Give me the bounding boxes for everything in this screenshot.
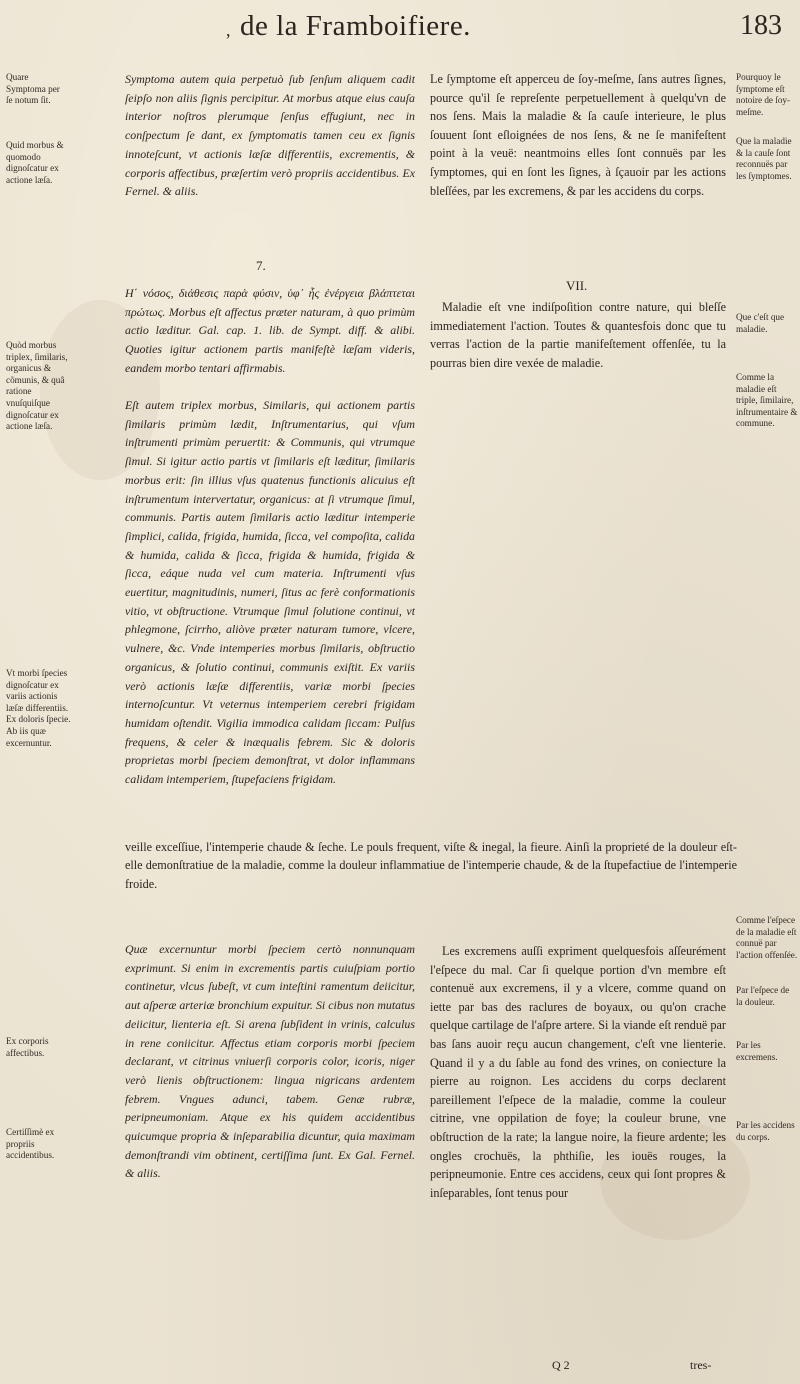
- margin-note-right: Par les excremens.: [736, 1040, 778, 1062]
- bridging-paragraph: veille exceſſiue, l'intemperie chaude & ſeche. Le pouls frequent, viſte & inegal, la fieure. Ainſi la proprieté de la douleur eſt-elle demonſtratiue de la maladie, comme la douleur inflammatiue de l'intemperie chaude, & de la ſtupefactiue de l'intemperie froide.: [125, 840, 737, 891]
- margin-note-right: Comme l'eſpece de la maladie eſt connuë par l'action offenſée.: [736, 915, 798, 960]
- margin-note-left: Ex corporis affectibus.: [6, 1036, 49, 1058]
- margin-note-right: Comme la maladie eſt triple, ſimilaire, inſtrumentaire & commune.: [736, 372, 798, 429]
- margin-note-right: Par l'eſpece de la douleur.: [736, 985, 790, 1007]
- french-paragraph-1: Le ſymptome eſt apperceu de ſoy-meſme, ſans autres ſignes, pource qu'il ſe repreſente perpetuellement à quelqu'vn de nos ſens. Mais la maladie & ſa cauſe interieure, le plus ſouuent ſont eſloignées de nos ſens, & ne ſe manifeſtent point à la veuë: neantmoins elles ſont connuës par les ſymptomes, qui en ſont les ſignes, à ſçauoir par les actions bleſſées, par les excremens, & par les accidens du corps.: [430, 72, 726, 198]
- margin-note-left: Quid morbus & quomodo dignoſcatur ex actione læſa.: [6, 140, 64, 185]
- margin-note-left: Certiſſimè ex propriis accidentibus.: [6, 1127, 55, 1161]
- margin-note-left: Vt morbi ſpecies dignoſcatur ex variis actionis læſæ differentiis. Ex doloris ſpecie. Ab iis quæ excernuntur.: [6, 668, 71, 748]
- latin-paragraph-3: Eſt autem triplex morbus, Similaris, qui actionem partis ſimilaris primùm lædit, Inſtrumentarius, qui vſum inſtrumenti primùm peruertit: & Communis, qui vtrumque ſimul. Si igitur actio partis vt ſimilaris eſt læditur, ſimilaris morbus erit: ſin illius vſus quatenus functionis alicuius eſt inſtrumentum intervertatur, organicus: at ſi vtrumque ſimul, communis. Partis autem ſimilaris actio læditur intemperie ſimplici, calida, frigida, humida, ſicca, vel compoſita, calida & humida, calida & ſicca, frigida & humida, frigida & ſicca, eáque nuda vel cum materia. Inſtrumenti vſus euertitur, magnitudinis, numeri, ſitus ac ferè conformationis vitio, vt obſtructione. Vtrumque ſimul ſolutione continui, vt phlegmone, ſcirrho, aliòve præter naturam tumore, vlcere, vulnere, &c. Vnde intemperies morbus ſimilaris, obſtructio organicus, & ſolutio continui, communis exiſtit. Ex variis verò actionis læſæ differentiis, variæ morbi ſpecies internoſcuntur. Vt veternus intemperiem cerebri frigidam humidam oſtendit. Vigilia immodica calidam ſiccam: Pulſus frequens, & celer & inæqualis febrem. Sic & doloris proprietas morbi ſpeciem demonſtrat, vt dolor inflammans calidam intemperiem, ſtupefaciens frigidam.: [125, 398, 415, 787]
- section-number-latin: 7.: [256, 258, 266, 273]
- bridging-text: [125, 838, 737, 930]
- french-paragraph-4: Les excremens auſſi expriment quelquesfois aſſeurément l'eſpece du mal. Car ſi quelque portion d'vn membre eſt contenuë aux excremens, il y a vlcere, comme quand on iette par bas des raclures de boyaux, ou qu'on crache quelque cartilage de l'aſpre artere. Si la viande eſt renduë par bas ſans auoir reçu aucun changement, c'eſt vne lienterie. Quand il y a du ſable au fond des vrines, on coniecture la pierre au roignon. Les accidens du corps declarent pareillement l'eſpece de la maladie, comme la couleur citrine, vne oppilation de foye; la couleur brune, vne obſtruction de la rate; la langue noire, la fieure ardente; les ongles crochuës, la phthiſie, les iouës rouges, la peripneumonie. Entre ces accidens, ceux qui ſont propres & inſeparables, ſont tenus pour: [430, 944, 726, 1200]
- margin-note-right: Que la maladie & la cauſe ſont reconnuës par les ſymptomes.: [736, 136, 792, 181]
- latin-paragraph-4: Quæ excernuntur morbi ſpeciem certò nonnunquam exprimunt. Si enim in excrementis partis cuiuſpiam portio continetur, vlcus ſubeſt, vt cum inteſtini ramentum deiicitur, aut aſperæ arteriæ bronchium expuitur. Si cibus non mutatus deiicitur, lienteria eſt. Si arena ſubſident in vrinis, calculus in rene coniicitur. Affectus etiam corporis morbi ſpeciem declarant, vt citrinus vniuerſi corporis color, icoris, niger verò lienis obſtructionem: lingua nigricans ardentem febrem. Vngues adunci, tabem. Genæ rubræ, peripneumoniam. Atque ex his quidem accidentibus quicumque propria & inſeparabilia dicuntur, quia maximam demonſtrandi vim obtinent, certiſſima ſunt. Ex Gal. Fernel. & aliis.: [125, 942, 415, 1181]
- running-title: de la Framboifiere.: [240, 10, 471, 42]
- margin-note-left: Quòd morbus triplex, ſimilaris, organicus & cõmunis, & quâ ratione vnuſquiſque dignoſcatur ex actione læſa.: [6, 340, 68, 432]
- running-header: [0, 6, 800, 52]
- signature-mark: Q 2: [552, 1358, 570, 1372]
- margin-note-left: Quare Symptoma per ſe notum ſit.: [6, 72, 60, 106]
- french-paragraph-2: Maladie eſt vne indiſpoſition contre nature, qui bleſſe immediatement l'action. Toutes & quantesfois donc que tu verras l'action de la partie manifeſtement offenſée, tu la pourras bien dire vexée de maladie.: [430, 300, 726, 370]
- header-comma: ,: [226, 20, 231, 40]
- margin-note-right: Que c'eſt que maladie.: [736, 312, 785, 334]
- catchword: tres-: [690, 1358, 712, 1372]
- section-number-french: VII.: [566, 278, 588, 293]
- latin-paragraph-1: Symptoma autem quia perpetuò ſub ſenſum aliquem cadit ſeipſo non aliis ſignis percipitur. At morbus atque eius cauſa interior noſtros plerumque ſenſus effugiunt, nec in conſpectum ſe dant, ex ſymptomatis tamen ceu ex ſignis innoteſcunt, vt actionis læſæ differentiis, excrementis, & corporis affectibus, præſertim verò propriis accidentibus. Ex Fernel. & aliis.: [125, 72, 415, 199]
- latin-paragraph-2: Η΄ νόσος, διάθεσις παρὰ φύσιν, ὑφ᾽ ἧς ἐνέργεια βλάπτεται πρώτως. Morbus eſt affectus præter naturam, à quo primùm actio læditur. Gal. cap. 1. lib. de Sympt. diff. & alibi. Quoties igitur actionem partis manifeſtè læſam videris, eandem morbo tentari affirmabis.: [125, 286, 415, 375]
- margin-note-right: Pourquoy le ſymptome eſt notoire de ſoy-meſme.: [736, 72, 791, 117]
- margin-note-right: Par les accidens du corps.: [736, 1120, 795, 1142]
- page-number: 183: [740, 10, 782, 41]
